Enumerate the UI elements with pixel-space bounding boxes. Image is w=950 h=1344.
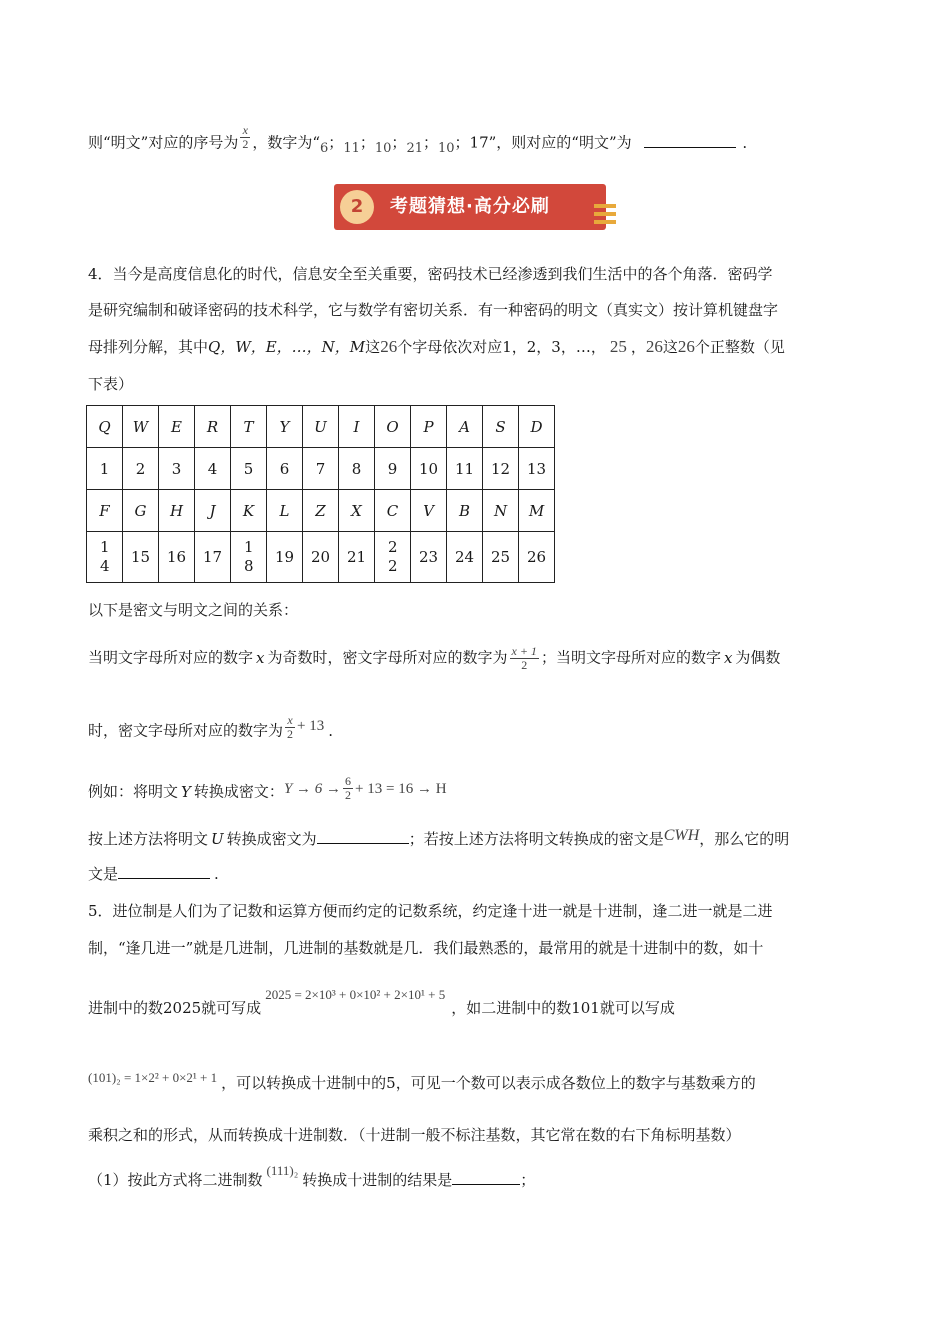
table-cell: 24 [447,532,483,583]
table-cell: J [195,490,231,532]
example-line: 例如：将明文 Y 转换成密文：Y → 6 → $\frac{6}{2}$ + 13 = 16 → H [88,774,447,802]
q5-line-5: 乘积之和的形式，从而转换成十进制数．（十进制一般不标注基数，其它常在数的右下角标明基数） [88,1126,741,1144]
table-cell: H [159,490,195,532]
answer-blank-4[interactable] [452,1170,520,1185]
binary-111: (111)₂ [266,1163,299,1178]
table-cell: 4 [195,448,231,490]
banner-stripes-icon [594,204,616,224]
line1-prefix: 则“明文”对应的序号为 [88,133,239,152]
table-cell: R [195,406,231,448]
cipher-table [86,405,555,583]
table-cell: I [339,406,375,448]
table-cell: S [483,406,519,448]
table-row [87,406,555,448]
q4-line-1: 4．当今是高度信息化的时代，信息安全至关重要，密码技术已经渗透到我们生活中的各个角落．密码学 [88,265,773,283]
table-cell: 1 [87,448,123,490]
section-banner [334,184,606,230]
table-cell: Q [87,406,123,448]
fraction-x-plus-1-over-2: $\frac{x + 1}{2}$ [511,644,537,672]
wrapped-cell-14: 14 [100,538,110,575]
q5-line-4: (101)₂ = 1×2² + 0×2¹ + 1 ，可以转换成十进制中的5，可见一个数可以表示成各数位上的数字与基数乘方的 [88,1070,756,1092]
table-cell: 23 [411,532,447,583]
table-cell: P [411,406,447,448]
table-cell: 21 [339,532,375,583]
question-4-ask-line: 按上述方法将明文 U 转换成密文为 ；若按上述方法将明文转换成的密文是CWH，那么它的明 [88,827,790,848]
table-cell [231,532,267,583]
odd-rule-line: 当明文字母所对应的数字 x 为奇数时，密文字母所对应的数字为 $\frac{x + 1}{2}$ ；当明文字母所对应的数字 x 为偶数 [88,644,781,672]
table-cell: T [231,406,267,448]
q5-line-1: 5．进位制是人们为了记数和运算方便而约定的记数系统，约定逢十进一就是十进制，逢二进一就是二进 [88,902,773,920]
table-cell: X [339,490,375,532]
answer-blank-1[interactable] [644,133,736,148]
digit-2: 11 [343,140,360,156]
table-cell: U [303,406,339,448]
formula-101: (101)₂ = 1×2² + 0×2¹ + 1 [88,1070,218,1085]
answer-blank-2[interactable] [317,829,409,844]
line1-tail: ；17”，则对应的“明文”为 [454,133,632,152]
table-cell: 7 [303,448,339,490]
table-cell: 3 [159,448,195,490]
question-4-ask-line-2: 文是 . [88,865,219,883]
digit-3: 10 [374,140,392,156]
table-cell: 15 [123,532,159,583]
even-rule-line: 时，密文字母所对应的数字为 $\frac{x}{2}$ + 13 . [88,713,334,741]
relation-heading: 以下是密文与明文之间的关系： [88,601,299,619]
table-cell: 6 [267,448,303,490]
table-cell: B [447,490,483,532]
table-cell: N [483,490,519,532]
wrapped-cell-18: 18 [244,538,254,575]
table-cell: W [123,406,159,448]
table-cell: Y [267,406,303,448]
line1-mid: ，数字为“ [252,133,321,152]
wrapped-cell-22: 22 [388,538,398,575]
table-cell: 16 [159,532,195,583]
table-row [87,490,555,532]
table-cell: C [375,490,411,532]
table-cell: 19 [267,532,303,583]
table-cell: 5 [231,448,267,490]
table-cell: 12 [483,448,519,490]
table-cell: E [159,406,195,448]
table-cell: 26 [519,532,555,583]
table-cell: 20 [303,532,339,583]
line-1: 则“明文”对应的序号为 $\frac{x}{2}$ ，数字为“6；11；10；21；10；17”，则对应的“明文”为 . [88,123,748,156]
banner-title: 考题猜想·高分必刷 [390,196,550,217]
fraction-x-over-2: $\frac{x}{2}$ [287,713,294,741]
letter-list: Q，W，E，…，N，M [208,338,366,356]
table-cell: Z [303,490,339,532]
table-cell: 11 [447,448,483,490]
answer-blank-3[interactable] [118,864,210,879]
q5-line-3: 进制中的数2025就可写成2025 = 2×10³ + 0×10² + 2×10¹ + 5，如二进制中的数101就可以写成 [88,987,675,1017]
q4-line-2: 是研究编制和破译密码的技术科学，它与数学有密切关系．有一种密码的明文（真实文）按计算机键盘字 [88,301,779,319]
table-row [87,532,555,583]
digit-5: 10 [438,140,455,156]
q5-part-1: （1）按此方式将二进制数(111)₂转换成十进制的结果是 ； [88,1163,536,1189]
fraction-6-over-2: $\frac{6}{2}$ [345,774,352,802]
cipher-cwh: CWH [663,827,700,844]
table-cell: O [375,406,411,448]
table-cell: 8 [339,448,375,490]
q4-line-3: 母排列分解，其中Q，W，E，…，N，M这26个字母依次对应1，2，3，…， 25 ，26这26个正整数（见 [88,337,785,356]
banner-number-badge: 2 [340,190,374,224]
table-cell: F [87,490,123,532]
table-cell: 17 [195,532,231,583]
table-cell: L [267,490,303,532]
q4-line-4: 下表） [88,375,134,393]
table-cell: 2 [123,448,159,490]
table-cell: 13 [519,448,555,490]
table-cell: A [447,406,483,448]
q5-line-2: 制，“逢几进一”就是几进制，几进制的基数就是几．我们最熟悉的，最常用的就是十进制中的数，如十 [88,939,764,957]
table-cell: 25 [483,532,519,583]
table-cell: G [123,490,159,532]
table-cell: 10 [411,448,447,490]
table-cell [375,532,411,583]
fraction-x-over-2: $\frac{x}{2}$ [242,123,249,151]
digit-4: 21 [406,140,423,156]
table-cell: K [231,490,267,532]
formula-2025: 2025 = 2×10³ + 0×10² + 2×10¹ + 5 [265,987,446,1002]
table-cell: D [519,406,555,448]
table-cell: 9 [375,448,411,490]
table-cell: V [411,490,447,532]
table-cell: M [519,490,555,532]
table-row [87,448,555,490]
table-cell [87,532,123,583]
digit-1: 6 [320,140,329,156]
